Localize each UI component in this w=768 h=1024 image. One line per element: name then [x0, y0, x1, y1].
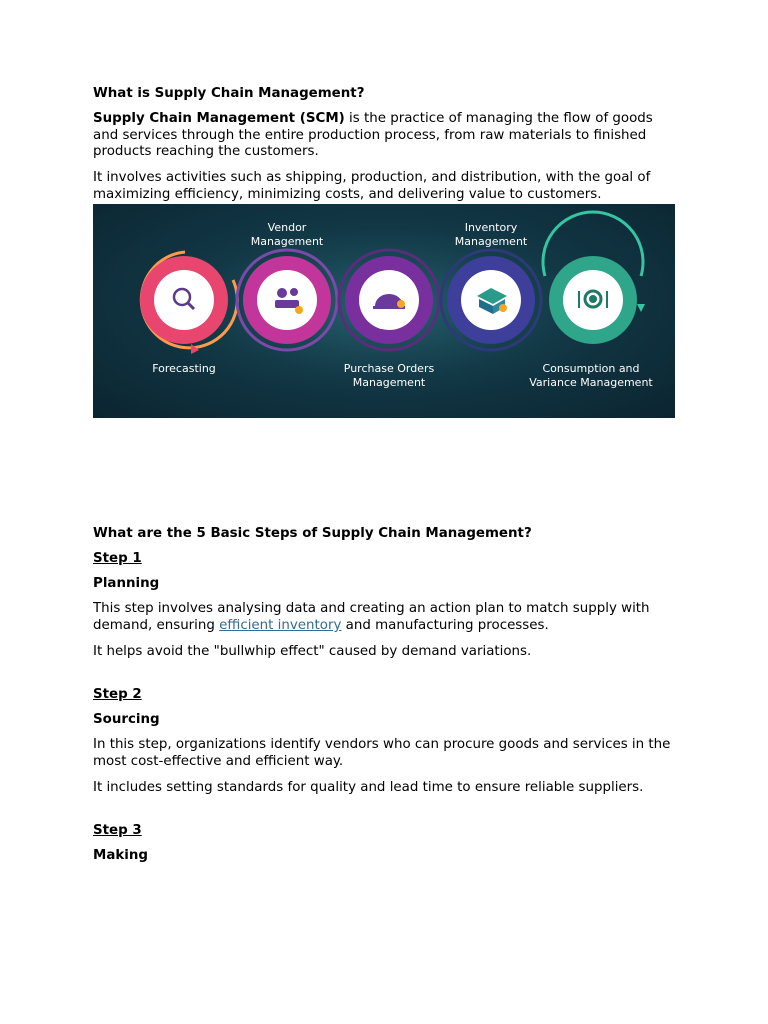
inventory-label-line1: Inventory: [464, 220, 518, 234]
inventory-label-line2: Management: [454, 234, 528, 248]
step1-paragraph-1-text-a: This step involves analysing data and creating an action plan to match supply with demand, ensuring: [93, 601, 650, 633]
step2-label: Step 2: [93, 686, 142, 702]
intro-paragraph-1: [93, 111, 675, 161]
step2-paragraph-1: In this step, organizations identify vendors who can procure goods and services in the most cost-effective and efficient way.: [93, 737, 671, 769]
step1-paragraph-1: [93, 601, 675, 635]
efficient-inventory-link[interactable]: efficient inventory: [219, 617, 342, 633]
step3-label: Step 3: [93, 822, 142, 838]
inventory-management-node: [441, 250, 541, 350]
step1-title: Planning: [93, 576, 160, 592]
step3-title: Making: [93, 848, 148, 864]
step2-title: Sourcing: [93, 712, 160, 728]
steps-heading: What are the 5 Basic Steps of Supply Chain Management?: [93, 525, 532, 541]
supply-chain-diagram: [93, 204, 675, 418]
vendor-icon: [277, 288, 287, 298]
intro-heading: What is Supply Chain Management?: [93, 86, 365, 101]
purchase-label-line1: Purchase Orders: [343, 361, 435, 375]
supply-chain-banner-image: [93, 204, 675, 418]
step1-paragraph-2: It helps avoid the "bullwhip effect" caused by demand variations.: [93, 643, 532, 659]
consumption-label-line1: Consumption and: [542, 361, 640, 375]
vendor-label-line1: Vendor: [267, 220, 307, 234]
intro-paragraph-1-text: is the practice of managing the flow of goods and services through the entire production process, from raw materials to finished products reaching the customers.: [93, 110, 653, 160]
step1-paragraph-1-text-b: and manufacturing processes.: [341, 617, 549, 633]
intro-paragraph-2: It involves activities such as shipping, production, and distribution, with the goal of maximizing efficiency, minimizing costs, and delivering value to customers.: [93, 170, 651, 202]
forecasting-label: Forecasting: [152, 361, 216, 375]
purchase-label-line2: Management: [352, 375, 426, 389]
step1-label: Step 1: [93, 550, 142, 566]
step2-paragraph-2: It includes setting standards for quality and lead time to ensure reliable suppliers.: [93, 779, 644, 795]
document-body: [93, 86, 675, 873]
purchase-orders-node: [339, 250, 439, 350]
vendor-management-node: [237, 250, 337, 350]
scm-term: Supply Chain Management (SCM): [93, 110, 345, 126]
vendor-label-line2: Management: [250, 234, 324, 248]
consumption-label-line2: Variance Management: [529, 375, 653, 389]
